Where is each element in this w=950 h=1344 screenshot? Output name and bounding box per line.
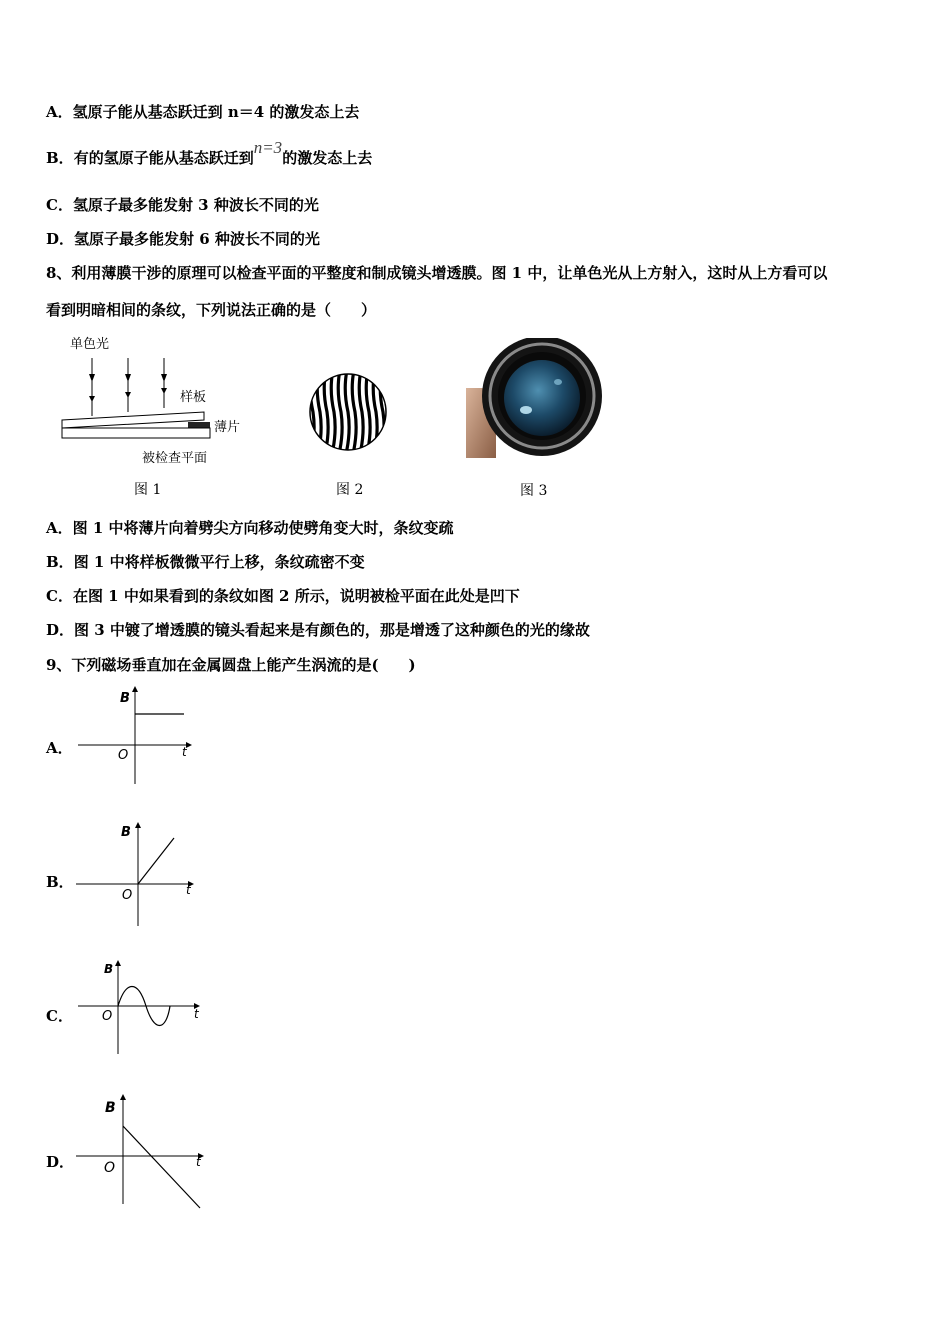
axis-label-t: t bbox=[194, 1007, 199, 1021]
origin-label: O bbox=[118, 748, 129, 763]
q9-graph-b-increasing bbox=[74, 820, 198, 930]
sample-plate bbox=[62, 412, 204, 428]
figure-3-coated-lens-photo bbox=[466, 338, 606, 458]
formula-n3: n=3 bbox=[253, 138, 283, 157]
origin-label: O bbox=[122, 888, 133, 903]
q8-stem-line2: 看到明暗相间的条纹，下列说法正确的是（ ） bbox=[46, 301, 377, 319]
option-text: 氢原子能从基态跃迁到 n＝4 的激发态上去 bbox=[72, 103, 360, 121]
option-label: B． bbox=[46, 553, 74, 571]
option-text: 图 1 中将样板微微平行上移，条纹疏密不变 bbox=[73, 553, 365, 571]
axis-label-b: B bbox=[105, 1100, 116, 1116]
figure-2-interference-fringes bbox=[306, 370, 390, 454]
option-label: A． bbox=[46, 519, 73, 537]
figure-1-caption: 图 1 bbox=[134, 482, 162, 498]
option-label: D． bbox=[46, 621, 75, 639]
label-monochromatic-light: 单色光 bbox=[70, 337, 110, 352]
thin-sheet bbox=[188, 422, 210, 428]
q9-graph-c-sinusoidal bbox=[74, 958, 204, 1056]
q9-option-a-label: A． bbox=[46, 739, 73, 757]
option-label: C． bbox=[46, 587, 73, 605]
lens-reflection bbox=[520, 406, 532, 414]
option-label: A． bbox=[46, 103, 73, 121]
q9-option-b-label: B． bbox=[46, 873, 74, 891]
axis-label-t: t bbox=[186, 883, 191, 897]
b-curve-increasing bbox=[138, 838, 174, 884]
option-text: 在图 1 中如果看到的条纹如图 2 所示，说明被检平面在此处是凹下 bbox=[72, 587, 520, 605]
q8-stem-line1: 8、利用薄膜干涉的原理可以检查平面的平整度和制成镜头增透膜。图 1 中，让单色光从上方射入，这时从上方看可以 bbox=[46, 264, 828, 282]
q8-option-c bbox=[46, 586, 520, 606]
axis-label-b: B bbox=[120, 691, 130, 706]
q8-option-a bbox=[46, 518, 454, 538]
label-thin-sheet: 薄片 bbox=[214, 420, 241, 435]
fringe-pattern bbox=[306, 370, 390, 454]
q7-option-c bbox=[46, 195, 319, 215]
light-rays bbox=[92, 358, 164, 416]
t-axis-arrow bbox=[186, 742, 192, 748]
q9-graph-a-constant bbox=[74, 684, 198, 786]
label-sample-plate: 样板 bbox=[180, 390, 207, 405]
b-axis-arrow bbox=[132, 686, 138, 692]
q9-graph-d-decreasing bbox=[74, 1092, 208, 1212]
b-axis-arrow bbox=[135, 822, 141, 828]
q9-stem: 9、下列磁场垂直加在金属圆盘上能产生涡流的是( ) bbox=[46, 656, 416, 674]
option-label: C． bbox=[46, 196, 73, 214]
q9-option-d-label: D． bbox=[46, 1153, 75, 1171]
origin-label: O bbox=[104, 1160, 116, 1176]
q8-option-b bbox=[46, 552, 365, 572]
option-label: D． bbox=[46, 230, 75, 248]
inspected-surface bbox=[62, 428, 210, 438]
figure-2-caption: 图 2 bbox=[336, 482, 364, 498]
lens-reflection-small bbox=[554, 379, 562, 385]
axis-label-t: t bbox=[182, 745, 187, 759]
label-inspected-surface: 被检查平面 bbox=[142, 451, 208, 466]
b-axis-arrow bbox=[120, 1094, 126, 1100]
option-text-pre: 有的氢原子能从基态跃迁到 bbox=[73, 149, 254, 167]
q8-option-d bbox=[46, 620, 590, 640]
axis-label-b: B bbox=[104, 962, 114, 976]
option-text: 图 1 中将薄片向着劈尖方向移动使劈角变大时，条纹变疏 bbox=[72, 519, 454, 537]
option-text: 氢原子最多能发射 3 种波长不同的光 bbox=[72, 196, 319, 214]
figure-3-caption: 图 3 bbox=[520, 483, 548, 499]
option-text-post: 的激发态上去 bbox=[282, 149, 373, 167]
q7-option-d bbox=[46, 229, 320, 249]
origin-label: O bbox=[102, 1009, 113, 1024]
b-axis-arrow bbox=[115, 960, 121, 966]
b-curve-decreasing bbox=[123, 1126, 200, 1208]
option-text: 图 3 中镀了增透膜的镜头看起来是有颜色的，那是增透了这种颜色的光的缘故 bbox=[74, 621, 590, 639]
axis-label-b: B bbox=[121, 825, 131, 840]
axis-label-t: t bbox=[196, 1155, 201, 1169]
option-label: B． bbox=[46, 149, 74, 167]
figure-1-thin-film-diagram bbox=[56, 330, 256, 470]
q7-option-a bbox=[46, 102, 359, 122]
q9-option-c-label: C． bbox=[46, 1007, 73, 1025]
lens-glass bbox=[504, 360, 580, 436]
option-text: 氢原子最多能发射 6 种波长不同的光 bbox=[74, 230, 320, 248]
q7-option-b bbox=[46, 138, 373, 168]
